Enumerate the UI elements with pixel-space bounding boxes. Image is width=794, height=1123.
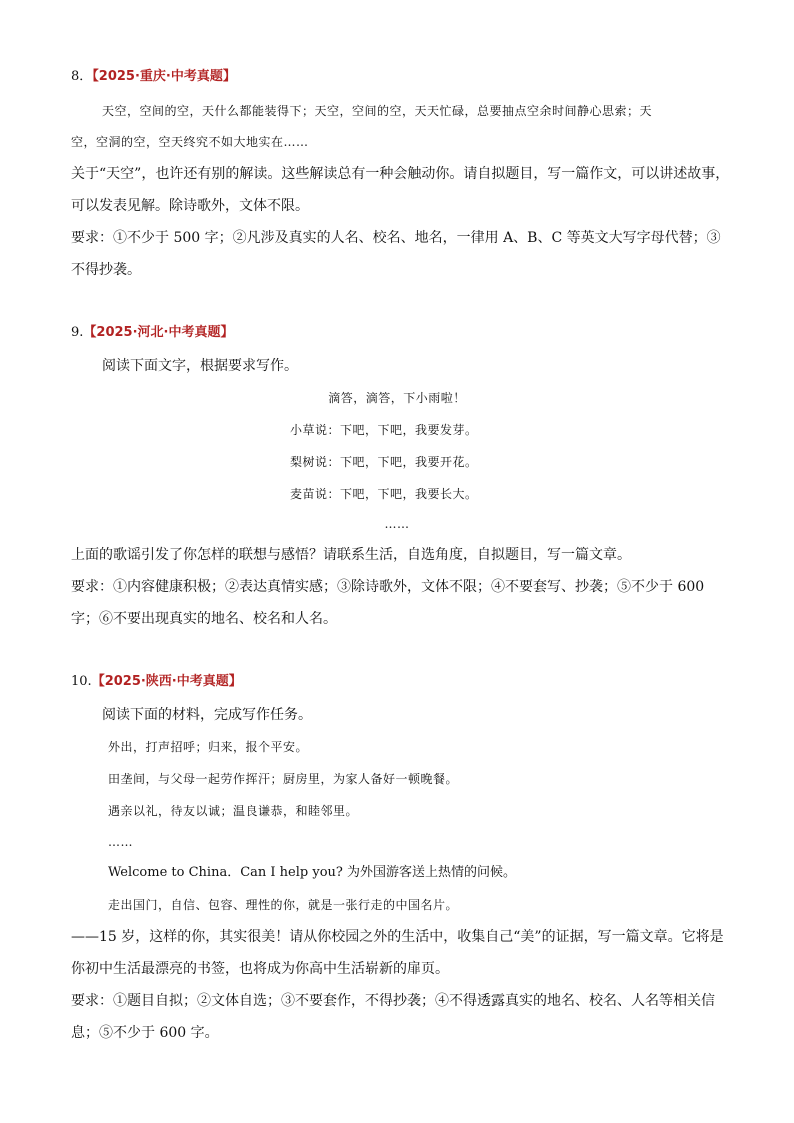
prompt-text: 上面的歌谣引发了你怎样的联想与感悟？请联系生活，自选角度，自拟题目，写一篇文章。 [71,547,631,563]
requirements: 要求：①内容健康积极；②表达真情实感；③除诗歌外，文体不限；④不要套写、抄袭；⑤不少于 600 [71,579,705,595]
intro-text: 阅读下面文字，根据要求写作。 [102,358,298,374]
prompt-text: 你初中生活最漂亮的书签，也将成为你高中生活崭新的扉页。 [71,961,449,977]
question-number: 8． [71,69,93,84]
poem-ellipsis: …… [384,517,410,531]
source-tag: 【2025·河北·中考真题】 [83,325,234,340]
source-tag: 【2025·陕西·中考真题】 [91,674,242,689]
material-line: 田垄间，与父母一起劳作挥汗；厨房里，为家人备好一顿晚餐。 [108,772,459,786]
material-line: 外出，打声招呼；归来，报个平安。 [108,740,309,754]
material-line: 遇亲以礼，待友以诚；温良谦恭，和睦邻里。 [108,804,359,818]
material-ellipsis: …… [108,835,133,849]
requirements: 不得抄袭。 [71,262,141,278]
requirements: 字；⑥不要出现真实的地名、校名和人名。 [71,611,337,627]
question-number: 9. [71,325,84,340]
question-9-header [71,324,233,342]
material-line: 走出国门，自信、包容、理性的你，就是一张行走的中国名片。 [108,898,459,912]
material-line: Welcome to China．Can I help you? 为外国游客送上热情的问候。 [108,865,516,880]
requirements: 息；⑤不少于 600 字。 [71,1025,219,1041]
prompt-text: 可以发表见解。除诗歌外，文体不限。 [71,198,309,214]
source-tag: 【2025·重庆·中考真题】 [92,69,236,84]
poem-line: 小草说：下吧，下吧，我要发芽。 [290,423,478,437]
question-8-header [71,68,236,86]
requirements: 要求：①题目自拟；②文体自选；③不要套作，不得抄袭；④不得透露真实的地名、校名、人名等相关信 [71,993,715,1009]
prompt-text: ——15 岁，这样的你，其实很美！请从你校园之外的生活中，收集自己“美”的证据，写一篇文章。它将是 [71,929,724,945]
poem-line: 滴答，滴答，下小雨啦！ [328,391,466,405]
poem-line: 梨树说：下吧，下吧，我要开花。 [290,455,478,469]
question-number: 10. [71,674,92,689]
quote-line: 空，空洞的空，空天终究不如大地实在…… [71,135,309,149]
question-10-header [71,673,242,691]
intro-text: 阅读下面的材料，完成写作任务。 [102,707,312,723]
requirements: 要求：①不少于 500 字；②凡涉及真实的人名、校名、地名，一律用 A、B、C 等英文大写字母代替；③ [71,230,721,246]
poem-line: 麦苗说：下吧，下吧，我要长大。 [290,487,478,501]
quote-line: 天空，空间的空，天什么都能装得下；天空，空间的空，天天忙碌，总要抽点空余时间静心思索；天 [102,104,653,118]
prompt-text: 关于“天空”，也许还有别的解读。这些解读总有一种会触动你。请自拟题目，写一篇作文，可以讲述故事， [71,166,730,182]
